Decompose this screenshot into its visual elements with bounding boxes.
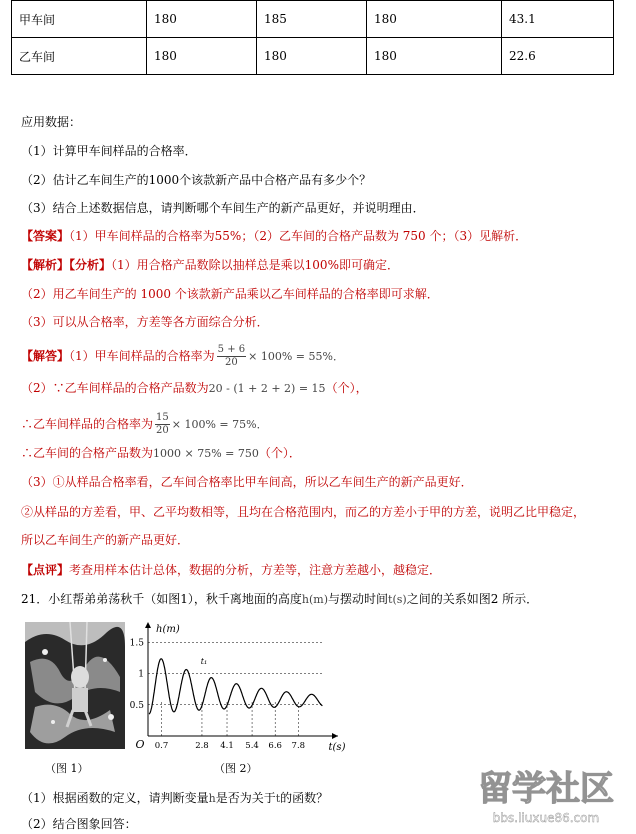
- table-cell: 180: [147, 38, 257, 75]
- y-axis-arrow: [145, 622, 151, 628]
- comment-tag: 【点评】: [21, 563, 70, 577]
- height-time-chart: [129, 618, 346, 753]
- question-text: 21．小红帮弟弟荡秋千（如图1），秋千离地面的高度: [21, 592, 302, 606]
- question-text: 之间的关系如图2 所示．: [406, 592, 539, 606]
- x-tick-label: 2.8: [195, 741, 209, 751]
- solution-text: （个），: [325, 381, 368, 395]
- question-text: 是否为关于: [215, 791, 276, 805]
- question-text: （1）根据函数的定义，请判断变量: [21, 791, 209, 805]
- question-text: 的函数？: [280, 791, 329, 805]
- answer-tag: 【答案】: [21, 229, 70, 243]
- x-tick-label: 6.6: [268, 741, 282, 751]
- math-expression: 1000 × 75% = 750: [153, 447, 259, 460]
- math-expression: × 100% = 75%．: [171, 418, 268, 431]
- fraction: [217, 344, 246, 369]
- question-3: （3）结合上述数据信息，请判断哪个车间生产的新产品更好，并说明理由．: [21, 201, 425, 215]
- x-tick-label: 4.1: [220, 741, 234, 751]
- watermark-text: 留学社区: [478, 769, 614, 809]
- comment-text: 考查用样本估计总体，数据的分析，方差等，注意方差越小，越稳定．: [69, 563, 442, 577]
- variable-t: t(s): [388, 593, 407, 606]
- figure2-caption: （图 2）: [214, 762, 258, 775]
- solution-line-5: （3）①从样品合格率看，乙车间合格率比甲车间高，所以乙车间生产的新产品更好．: [21, 475, 473, 489]
- table-cell: 43.1: [502, 1, 614, 38]
- variable-h: h: [208, 792, 216, 805]
- fraction-denominator: 20: [225, 357, 238, 368]
- analysis-tag: 【解析】: [21, 258, 70, 272]
- table-cell: 乙车间: [12, 38, 147, 75]
- data-table: [11, 0, 614, 75]
- x-tick-label: 0.7: [154, 741, 169, 751]
- solution-line-2: [21, 380, 368, 397]
- fraction-denominator: 20: [156, 425, 169, 436]
- solution-text: （1）甲车间样品的合格率为: [69, 349, 215, 363]
- solution-line-3: [21, 412, 268, 437]
- fraction-numerator: 15: [156, 412, 169, 423]
- solution-line-6: ②从样品的方差看，甲、乙平均数相等，且均在合格范围内，而乙的方差小于甲的方差，说明乙比甲稳定，: [21, 505, 586, 519]
- comment-line: [21, 562, 441, 578]
- y-axis-label: h(m): [156, 624, 180, 635]
- analysis-sub-tag: 【分析】: [69, 258, 112, 272]
- question-1: （1）计算甲车间样品的合格率．: [21, 144, 197, 158]
- watermark-url: bbs.liuxue86.com: [492, 811, 600, 825]
- question-21: [21, 591, 538, 608]
- math-expression: × 100% = 55%．: [248, 350, 344, 363]
- table-row: [12, 38, 614, 75]
- x-tick-label: 7.8: [291, 741, 306, 751]
- table-cell: 180: [367, 38, 502, 75]
- table-cell: 180: [257, 38, 367, 75]
- solution-text: （2）∵乙车间样品的合格产品数为: [21, 381, 209, 395]
- table-cell: 180: [367, 1, 502, 38]
- solution-tag: 【解答】: [21, 349, 70, 363]
- analysis-line-2: （2）用乙车间生产的 1000 个该款新产品乘以乙车间样品的合格率即可求解．: [21, 287, 439, 301]
- question-2: （2）估计乙车间生产的1000个该款新产品中合格产品有多少个？: [21, 173, 372, 187]
- solution-text: （个）．: [258, 446, 301, 460]
- table-cell: 185: [257, 1, 367, 38]
- sub-question-2: （2）结合图象回答：: [21, 817, 137, 831]
- analysis-text-1: （1）用合格产品数除以抽样总是乘以100%即可确定．: [111, 258, 399, 272]
- x-axis-label: t(s): [328, 742, 346, 753]
- site-logo-watermark: [466, 760, 626, 830]
- section-title: 应用数据：: [21, 115, 82, 129]
- x-tick-label: 5.4: [245, 741, 259, 751]
- annotation-label: t₁: [200, 657, 208, 667]
- figure1-caption: （图 1）: [45, 762, 89, 775]
- solution-line-7: 所以乙车间生产的新产品更好．: [21, 533, 190, 547]
- analysis-line-3: （3）可以从合格率，方差等各方面综合分析．: [21, 315, 269, 329]
- variable-t: t: [275, 792, 281, 805]
- y-tick-label: 1.5: [129, 638, 144, 649]
- analysis-line-1: [21, 257, 399, 273]
- math-expression: 20 - (1 + 2 + 2) = 15: [208, 382, 326, 395]
- question-text: 与摆动时间: [328, 592, 389, 606]
- solution-text: ∴乙车间的合格产品数为: [21, 446, 154, 460]
- table-row: [12, 1, 614, 38]
- answer-text: （1）甲车间样品的合格率为55%；（2）乙车间的合格产品数为 750 个；（3）见解析．: [69, 229, 528, 243]
- oscillation-curve: [149, 659, 322, 714]
- table-cell: 甲车间: [12, 1, 147, 38]
- x-axis-arrow: [332, 733, 338, 739]
- solution-line-1: [21, 344, 344, 369]
- table-cell: 180: [147, 1, 257, 38]
- origin-label: O: [135, 738, 145, 751]
- solution-line-4: [21, 445, 301, 462]
- y-tick-label: 0.5: [129, 700, 144, 711]
- fraction: [155, 412, 170, 437]
- answer-line: [21, 228, 527, 244]
- solution-text: ∴乙车间样品的合格率为: [21, 417, 154, 431]
- y-tick-label: 1: [138, 669, 144, 680]
- swing-photo: [25, 622, 125, 749]
- fraction-numerator: 5 + 6: [217, 344, 246, 355]
- sub-question-1: [21, 790, 328, 807]
- variable-h: h(m): [301, 593, 329, 606]
- table-cell: 22.6: [502, 38, 614, 75]
